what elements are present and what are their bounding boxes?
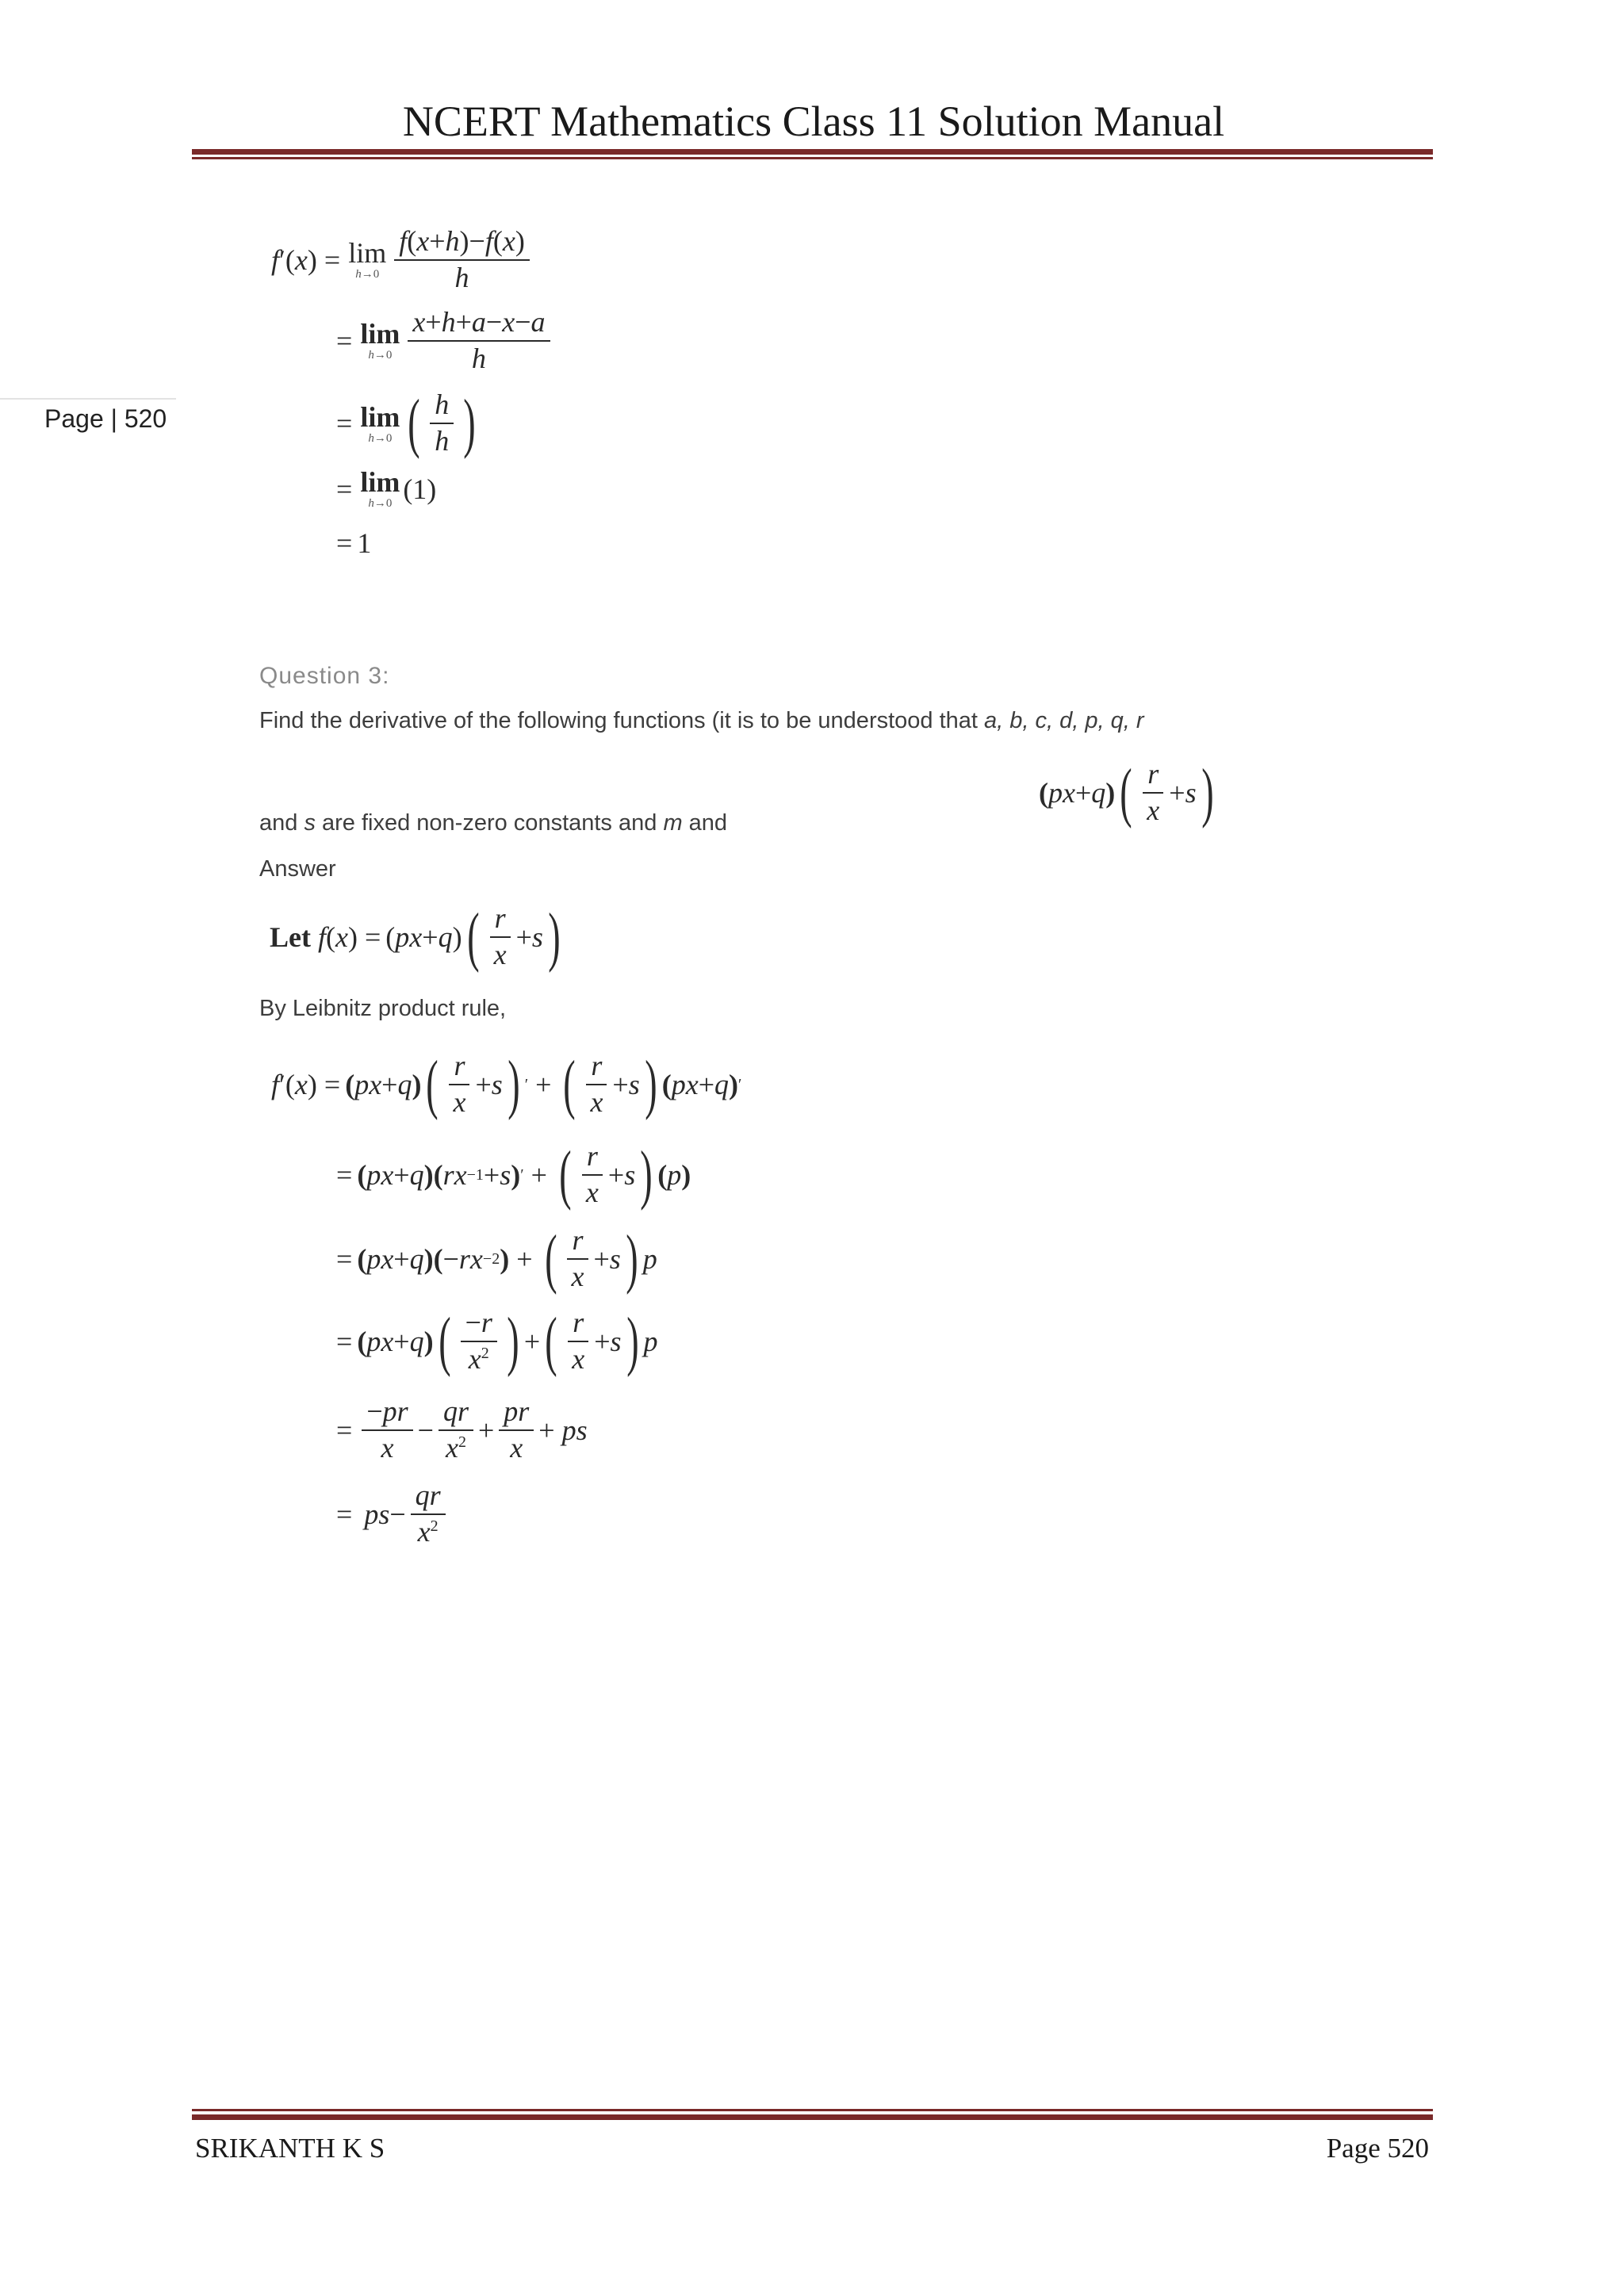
math-deriv-3: = ( px + q ) ( − rx −2 ) + ( $\frac{r}{x}$ + s ) p <box>336 1222 657 1295</box>
question-text-line-1: Find the derivative of the following functions (it is to be understood that a, b, c, d, p, q, r <box>259 708 1144 733</box>
leibniz-text: By Leibnitz product rule, <box>259 996 507 1021</box>
math-line-prev-5: = 1 <box>336 527 372 559</box>
footer-rule <box>192 2114 1433 2120</box>
margin-divider <box>0 398 176 400</box>
footer-page-number: Page 520 <box>1326 2133 1429 2164</box>
math-deriv-4: = ( px + q ) ( $\frac{-r}{x^2}$ ) + ( $\frac{r}{x}$ + s ) p <box>336 1304 658 1378</box>
header-rule <box>192 149 1433 155</box>
math-line-prev-2: = lim h→0 $\frac{x+h+a-x-a}{h}$ <box>336 308 555 374</box>
math-line-prev-1: f ′( x ) = lim h→0 $\frac{f(x+h)-f(x)}{h}$ <box>271 227 534 293</box>
question-text-line-2: and s are fixed non-zero constants and m and <box>259 810 728 836</box>
footer-rule-thin <box>192 2109 1433 2111</box>
question-function: ( px + q ) ( $\frac{r}{x}$ + s ) <box>1039 756 1214 829</box>
math-deriv-6: = ps − $\frac{qr}{x^2}$ <box>336 1481 450 1548</box>
margin-page-label: Page | 520 <box>44 404 167 433</box>
math-line-prev-4: = lim h→0 (1) <box>336 466 437 510</box>
math-deriv-2: = ( px + q ) ( rx −1 + s ) ′ + ( $\frac{r}{x}$ + s ) ( p ) <box>336 1138 691 1211</box>
math-deriv-5: = $\frac{-pr}{x}$ − $\frac{qr}{x^2}$ + $\frac{pr}{x}$ + ps <box>336 1395 588 1464</box>
footer-author: SRIKANTH K S <box>195 2133 385 2164</box>
question-heading: Question 3: <box>259 663 390 689</box>
answer-label: Answer <box>259 856 336 882</box>
page-title: NCERT Mathematics Class 11 Solution Manual <box>402 98 1225 145</box>
header-rule-thin <box>192 157 1433 159</box>
math-let-f: Let f ( x ) = ( px + q ) ( $\frac{r}{x}$ + s ) <box>270 900 561 974</box>
math-deriv-1: f ′( x ) = ( px + q ) ( $\frac{r}{x}$ + s ) ′ + ( $\frac{r}{x}$ + s ) ( px + q ) ′ <box>271 1047 742 1121</box>
math-line-prev-3: = lim h→0 ( $\frac{h}{h}$ ) <box>336 386 476 460</box>
